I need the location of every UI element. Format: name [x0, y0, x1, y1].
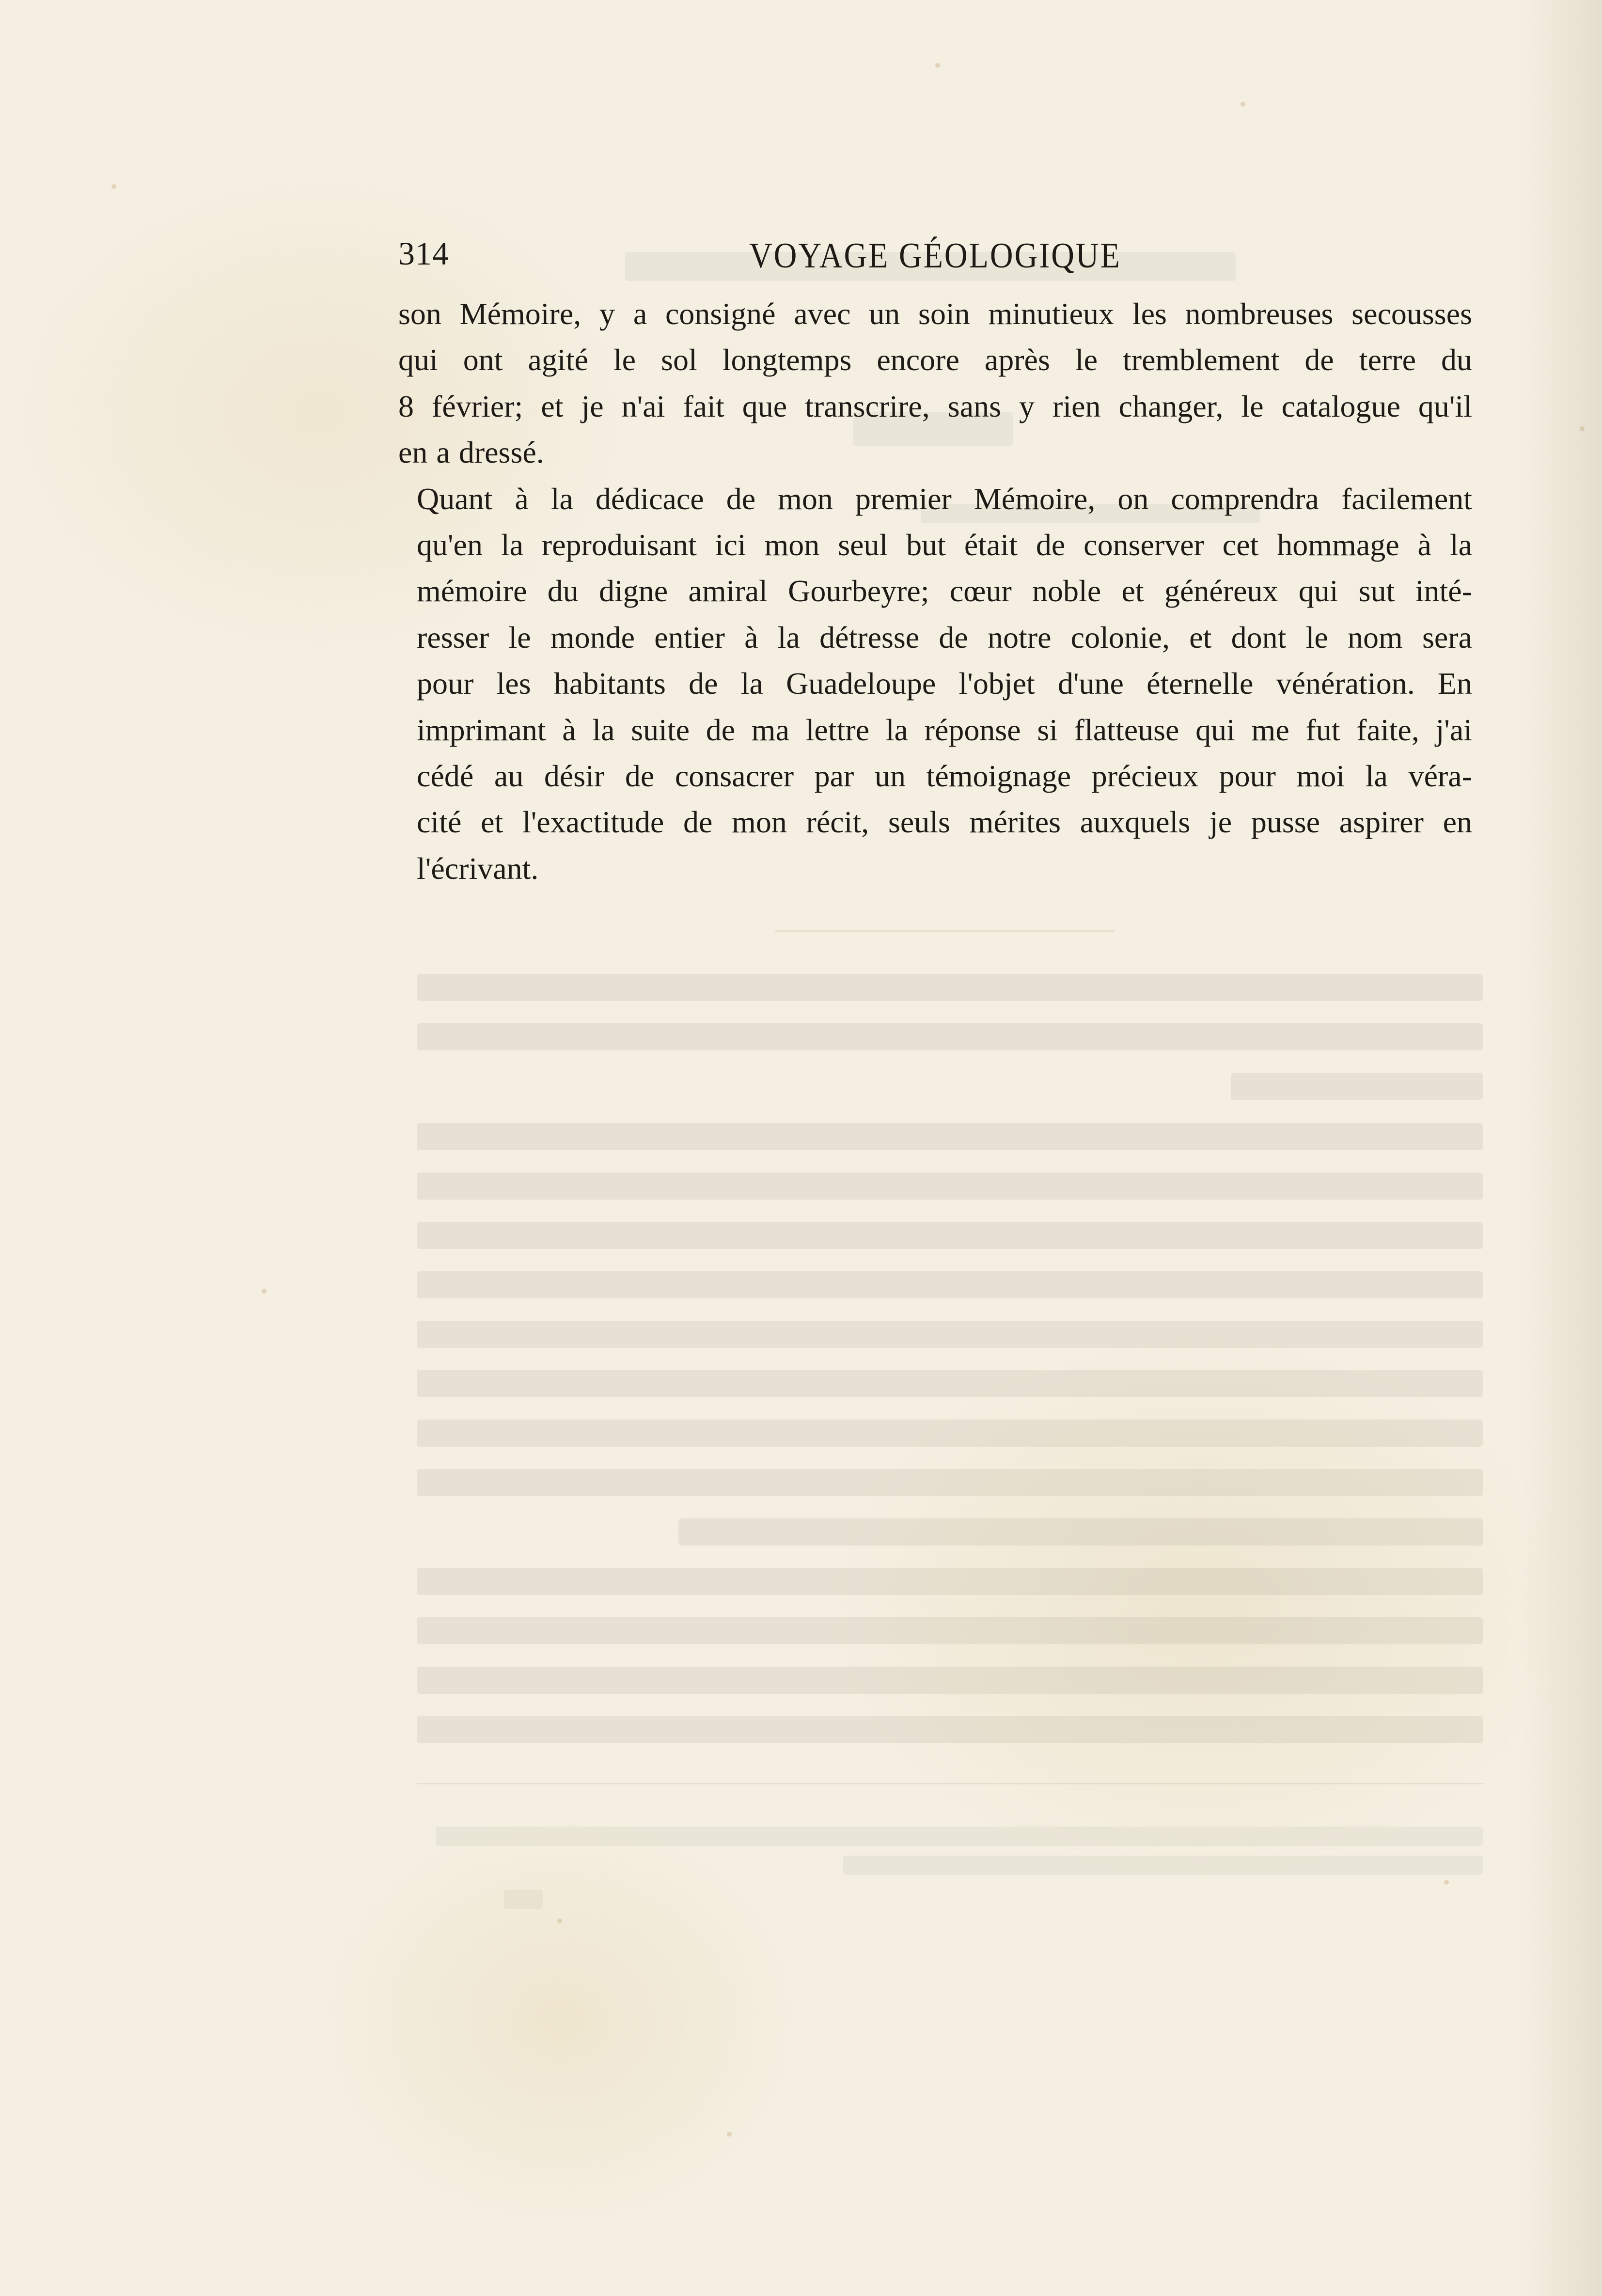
paper-speck: [1580, 426, 1585, 431]
text-line: son Mémoire, y a consigné avec un soin minutieux les nombreuses secousses: [398, 297, 1472, 331]
running-head-title: VOYAGE GÉOLOGIQUE: [749, 235, 1121, 276]
paper-speck: [935, 63, 940, 68]
paper-speck: [557, 1919, 562, 1923]
text-line: qui ont agité le sol longtemps encore après le tremblement de terre du: [398, 343, 1472, 377]
text-line: pour les habitants de la Guadeloupe l'objet d'une éternelle vénération. En: [417, 666, 1472, 701]
text-line: l'écrivant.: [417, 851, 539, 886]
paragraph-1: [398, 291, 1472, 476]
text-line: mémoire du digne amiral Gourbeyre; cœur noble et généreux qui sut inté-: [417, 574, 1472, 609]
text-line: cité et l'exactitude de mon récit, seuls mérites auxquels je pusse aspirer en: [417, 805, 1472, 840]
text-line: cédé au désir de consacrer par un témoignage précieux pour moi la véra-: [417, 759, 1472, 794]
paper-speck: [111, 184, 116, 189]
paragraph-2: [398, 476, 1472, 892]
paper-speck: [1241, 102, 1245, 107]
paper-speck: [1444, 1880, 1449, 1885]
paper-speck: [262, 1289, 267, 1294]
text-line: imprimant à la suite de ma lettre la réponse si flatteuse qui me fut faite, j'ai: [417, 712, 1472, 747]
page-number: 314: [398, 235, 449, 272]
text-line: resser le monde entier à la détresse de notre colonie, et dont le nom sera: [417, 620, 1472, 655]
running-head: [398, 232, 1472, 275]
paper-speck: [727, 2132, 732, 2137]
text-line: en a dressé.: [398, 435, 544, 470]
text-line: Quant à la dédicace de mon premier Mémoire, on comprendra facilement: [417, 481, 1472, 516]
text-line: qu'en la reproduisant ici mon seul but était de conserver cet hommage à la: [417, 528, 1472, 562]
text-line: 8 février; et je n'ai fait que transcrire, sans y rien changer, le catalogue qu'il: [398, 389, 1472, 423]
body-text: [398, 291, 1472, 891]
